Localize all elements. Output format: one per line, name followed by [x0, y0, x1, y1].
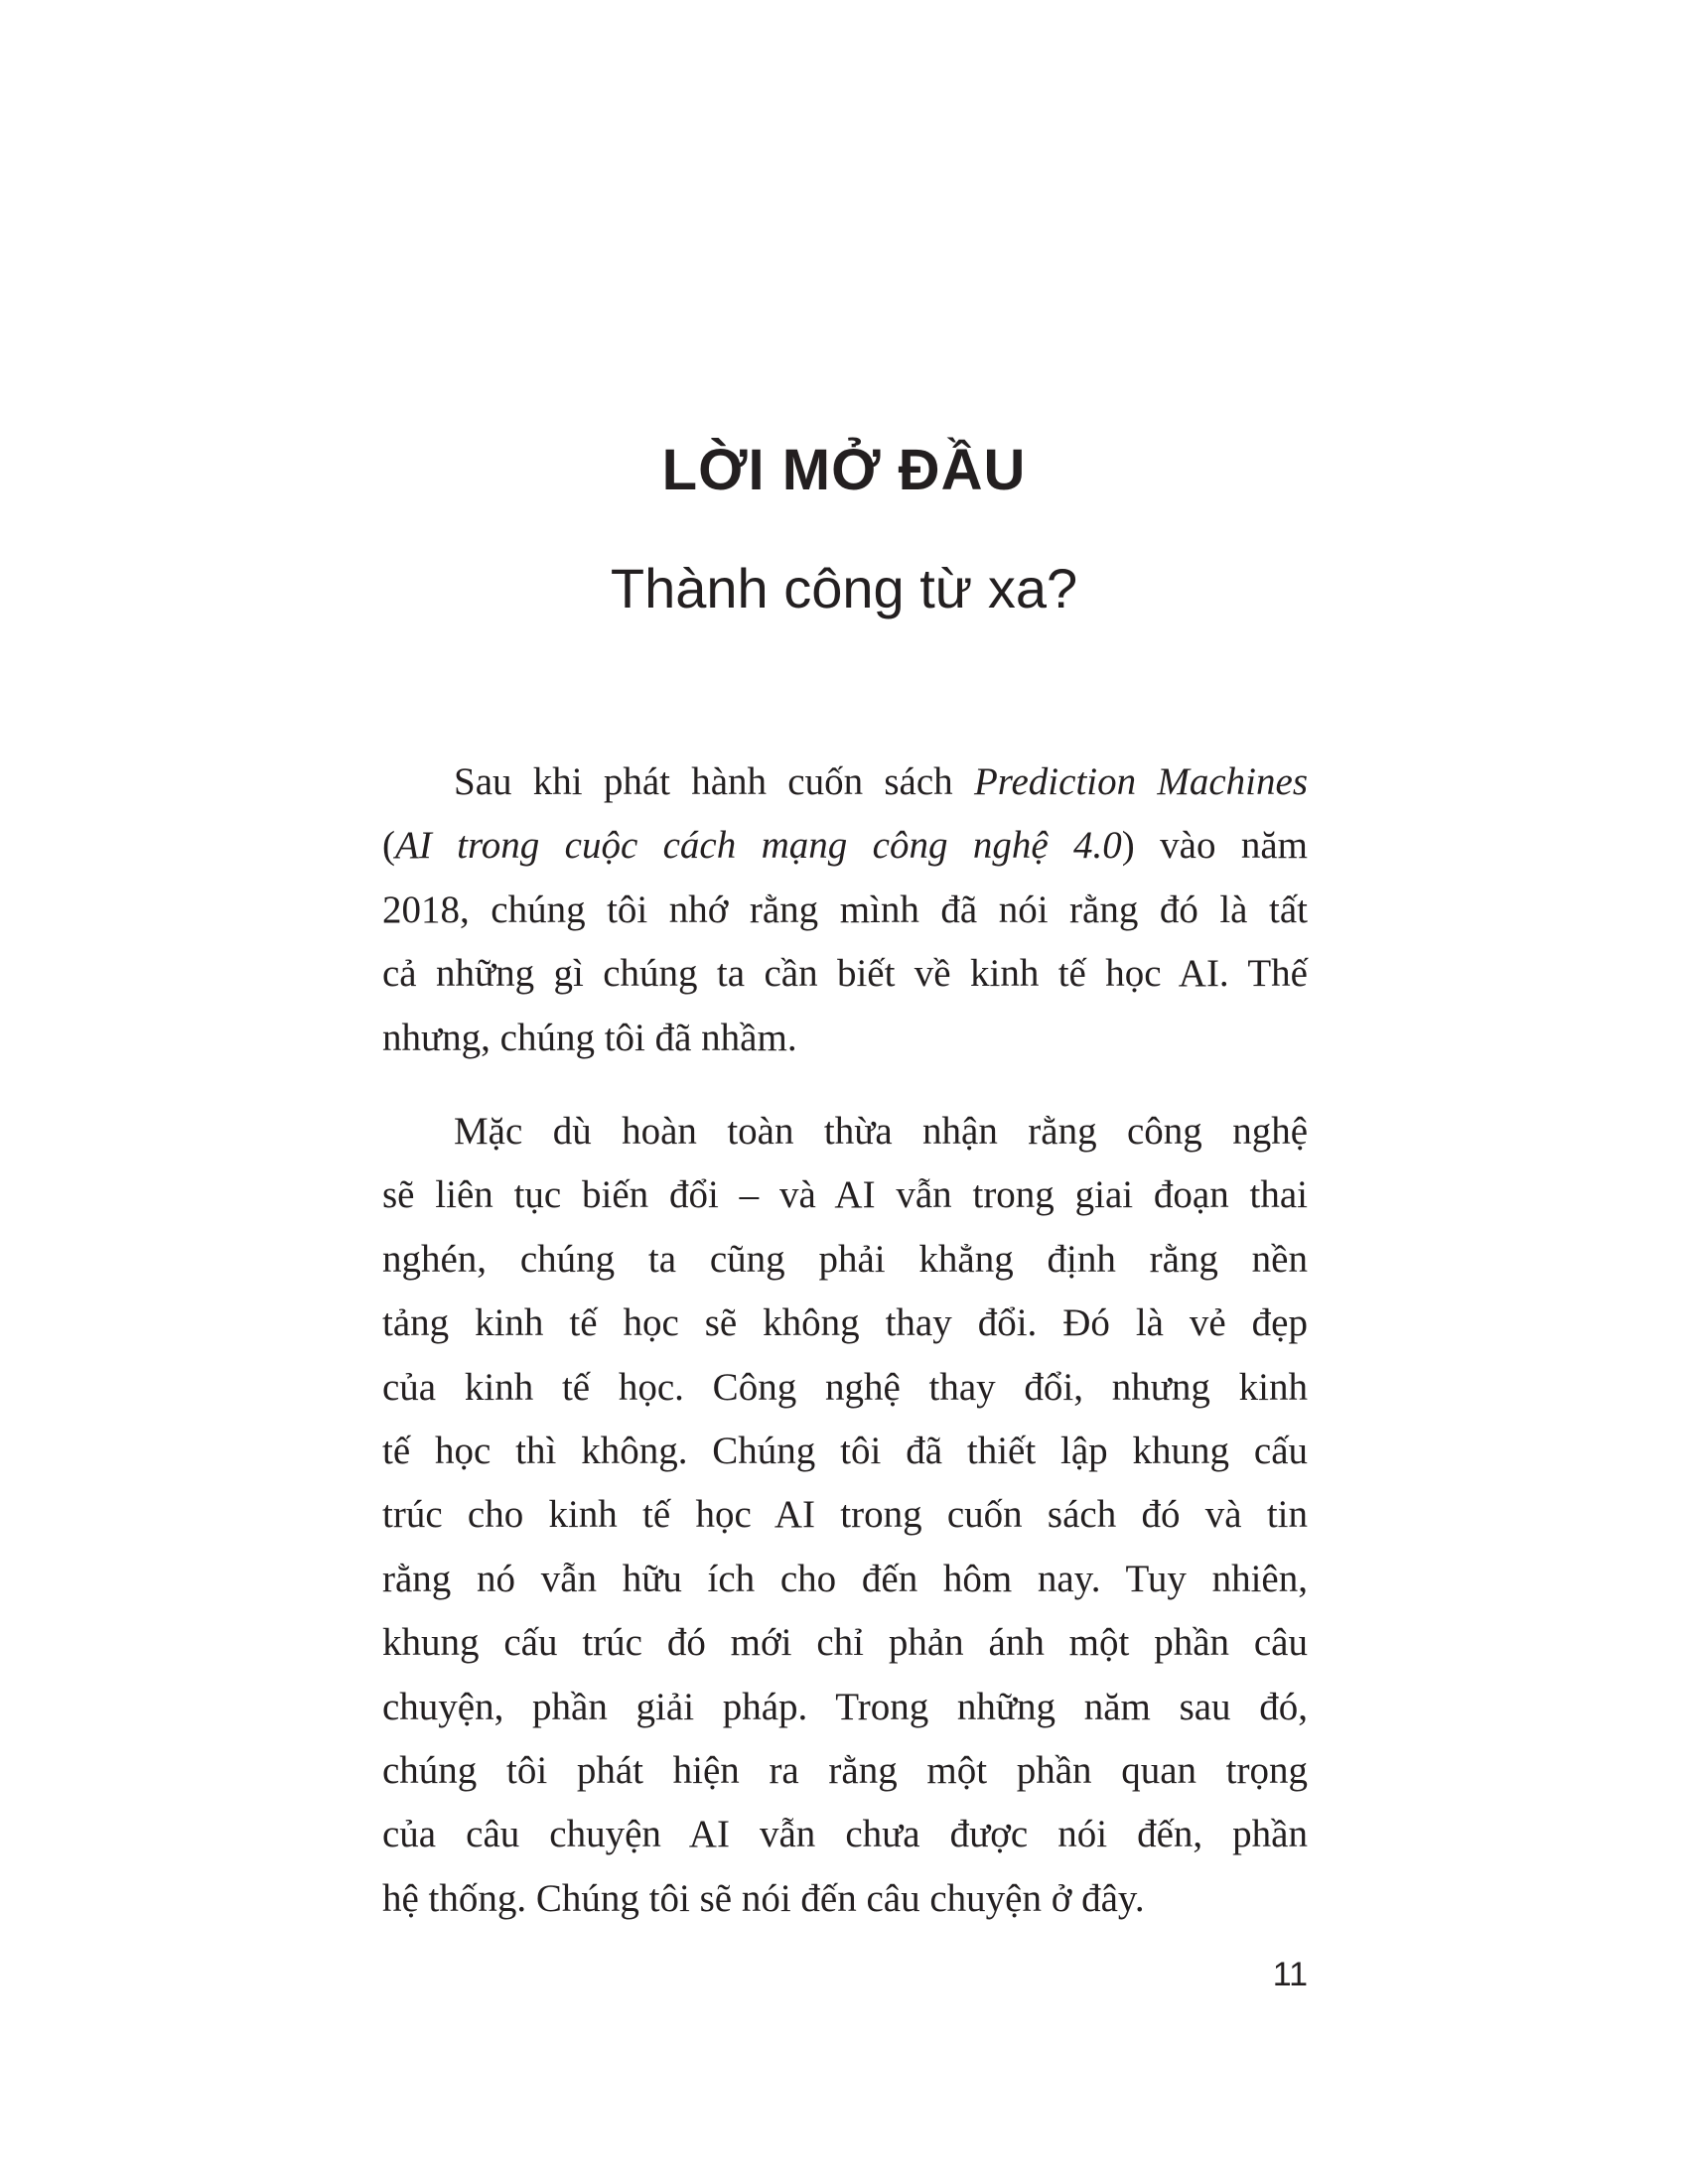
chapter-subtitle: Thành công từ xa? — [610, 557, 1078, 619]
text-line: Mặc dù hoàn toàn thừa nhận rằng công nghệ — [454, 1110, 1308, 1153]
text-line: nghén, chúng ta cũng phải khẳng định rằng nền — [382, 1237, 1308, 1281]
text-line: tảng kinh tế học sẽ không thay đổi. Đó là vẻ đẹp — [382, 1301, 1308, 1345]
text-line: khung cấu trúc đó mới chỉ phản ánh một phần câu — [382, 1621, 1308, 1665]
text-line: (AI trong cuộc cách mạng công nghệ 4.0) vào năm — [382, 824, 1308, 868]
text-line: nhưng, chúng tôi đã nhầm. — [382, 1016, 797, 1059]
text-line: chuyện, phần giải pháp. Trong những năm sau đó, — [382, 1685, 1308, 1728]
text-line: trúc cho kinh tế học AI trong cuốn sách đó và tin — [382, 1493, 1308, 1537]
chapter-title: LỜI MỞ ĐẦU — [661, 438, 1027, 502]
text-line: cả những gì chúng ta cần biết về kinh tế học AI. Thế — [382, 952, 1308, 996]
text-line: của câu chuyện AI vẫn chưa được nói đến, phần — [382, 1813, 1308, 1856]
text-line: hệ thống. Chúng tôi sẽ nói đến câu chuyện ở đây. — [382, 1876, 1145, 1920]
text-line: rằng nó vẫn hữu ích cho đến hôm nay. Tuy nhiên, — [382, 1557, 1308, 1600]
text-line: chúng tôi phát hiện ra rằng một phần quan trọng — [382, 1749, 1308, 1792]
text-line: Sau khi phát hành cuốn sách Prediction Machines — [454, 760, 1308, 803]
text-line: sẽ liên tục biến đổi – và AI vẫn trong giai đoạn thai — [382, 1173, 1308, 1217]
page-number: 11 — [1272, 1956, 1308, 1993]
text-line: 2018, chúng tôi nhớ rằng mình đã nói rằng đó là tất — [382, 887, 1308, 931]
text-line: tế học thì không. Chúng tôi đã thiết lập khung cấu — [382, 1430, 1308, 1472]
text-line: của kinh tế học. Công nghệ thay đổi, nhưng kinh — [382, 1365, 1308, 1409]
